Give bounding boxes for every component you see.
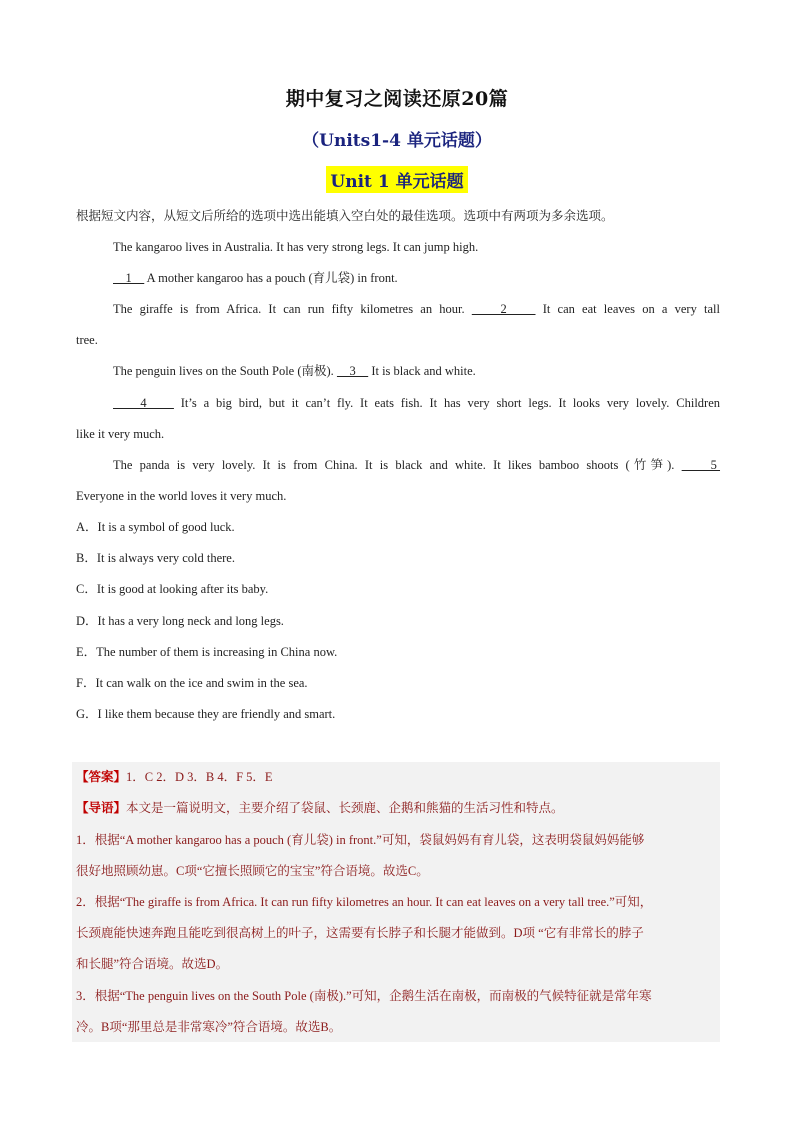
paragraph-text: It is black and white. — [368, 364, 476, 378]
explanation-2-line-2: 长颈鹿能快速奔跑且能吃到很高树上的叶子，这需要有长脖子和长腿才能做到。D项 “它有非常长的脖子 — [76, 926, 644, 940]
option-c: C．It is good at looking after its baby. — [76, 582, 269, 596]
option-e: E．The number of them is increasing in China now. — [76, 645, 338, 659]
guide-text: 本文是一篇说明文，主要介绍了袋鼠、长颈鹿、企鹅和熊猫的生活习性和特点。 — [126, 801, 564, 815]
paragraph-text: The penguin lives on the South Pole (南极). — [113, 364, 334, 378]
passage-paragraph-3-wrap: tree. — [76, 333, 98, 347]
guide-tag: 【导语】 — [76, 801, 127, 815]
passage-paragraph-5 — [113, 394, 720, 412]
paragraph-text: It’s a big bird, but it can’t fly. It eats fish. It has very short legs. It looks very lovely. Children — [180, 396, 721, 410]
passage-paragraph-6 — [113, 456, 720, 474]
option-a: A．It is a symbol of good luck. — [76, 520, 235, 534]
answer-tag: 【答案】 — [76, 770, 127, 784]
passage-paragraph-3 — [113, 300, 720, 318]
blank-1: 1 — [113, 271, 145, 285]
page-subtitle: （Units1-4 单元话题） — [302, 131, 492, 151]
explanation-2-line-3: 和长腿”符合语境。故选D。 — [76, 957, 229, 971]
paragraph-text: A mother kangaroo has a pouch (育儿袋) in front. — [144, 271, 398, 285]
explanation-2-line-1: 2．根据“The giraffe is from Africa. It can run fifty kilometres an hour. It can eat leaves on a very tall tree.”可知， — [76, 895, 653, 909]
unit-label: Unit 1 单元话题 — [326, 166, 467, 193]
blank-3: 3 — [336, 364, 369, 378]
instructions: 根据短文内容，从短文后所给的选项中选出能填入空白处的最佳选项。选项中有两项为多余选项。 — [76, 209, 614, 223]
guide-line — [76, 799, 720, 817]
answer-key — [76, 768, 720, 786]
answer-values: 1．C 2．D 3．B 4．F 5．E — [126, 770, 273, 784]
explanation-1-line-2: 很好地照顾幼崽。C项“它擅长照顾它的宝宝”符合语境。故选C。 — [76, 864, 429, 878]
paragraph-text: It can eat leaves on a very tall — [542, 302, 720, 316]
paragraph-text: The giraffe is from Africa. It can run fifty kilometres an hour. — [113, 302, 465, 316]
passage-paragraph-6-wrap: Everyone in the world loves it very much. — [76, 489, 287, 503]
page-title: 期中复习之阅读还原20篇 — [285, 88, 509, 110]
passage-paragraph-5-wrap: like it very much. — [76, 427, 165, 441]
paragraph-text: The panda is very lovely. It is from China. It is black and white. It likes bamboo shoots (竹笋). — [113, 458, 675, 472]
passage-paragraph-2 — [113, 269, 720, 287]
explanation-3-line-2: 冷。B项“那里总是非常寒冷”符合语境。故选B。 — [76, 1020, 342, 1034]
option-d: D．It has a very long neck and long legs. — [76, 614, 284, 628]
option-b: B．It is always very cold there. — [76, 551, 235, 565]
explanation-3-line-1: 3．根据“The penguin lives on the South Pole (南极).”可知，企鹅生活在南极，而南极的气候特征就是常年寒 — [76, 989, 652, 1003]
unit-heading — [0, 166, 794, 193]
blank-5: 5 — [681, 458, 721, 472]
blank-2: 2 — [471, 302, 536, 316]
option-g: G．I like them because they are friendly and smart. — [76, 707, 336, 721]
passage-paragraph-4 — [113, 362, 720, 380]
option-f: F．It can walk on the ice and swim in the sea. — [76, 676, 308, 690]
blank-4: 4 — [113, 396, 174, 410]
passage-paragraph-1: The kangaroo lives in Australia. It has very strong legs. It can jump high. — [113, 240, 479, 254]
explanation-1-line-1: 1．根据“A mother kangaroo has a pouch (育儿袋) in front.”可知，袋鼠妈妈有育儿袋，这表明袋鼠妈妈能够 — [76, 833, 645, 847]
